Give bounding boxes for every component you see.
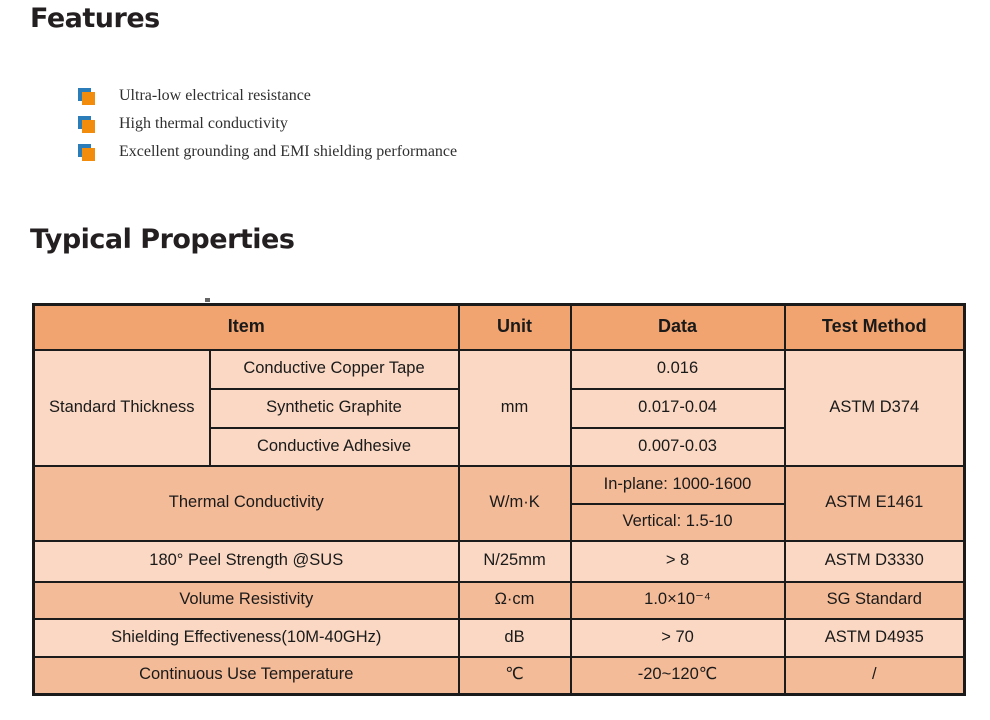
table-row xyxy=(34,619,965,657)
cell-test-method: ASTM D3330 xyxy=(785,541,965,582)
cell-unit: W/m·K xyxy=(459,466,571,541)
typical-properties-table xyxy=(32,303,966,696)
table-row xyxy=(34,350,965,389)
cell-item: Thermal Conductivity xyxy=(34,466,459,541)
typical-properties-heading: Typical Properties xyxy=(30,224,295,255)
cell-item: Continuous Use Temperature xyxy=(34,657,459,695)
feature-text: Excellent grounding and EMI shielding performance xyxy=(119,143,458,160)
cell-test-method: / xyxy=(785,657,965,695)
cell-item-sub: Conductive Copper Tape xyxy=(210,350,459,389)
bullet-front-square xyxy=(82,92,95,105)
cell-data: Vertical: 1.5-10 xyxy=(571,504,785,541)
column-header-item: Item xyxy=(34,305,459,350)
bullet-front-square xyxy=(82,148,95,161)
cell-data: > 70 xyxy=(571,619,785,657)
cell-item-sub: Synthetic Graphite xyxy=(210,389,459,428)
feature-text: High thermal conductivity xyxy=(119,115,288,132)
table-row xyxy=(34,466,965,504)
cell-item: Volume Resistivity xyxy=(34,582,459,619)
scan-artifact-mark xyxy=(205,298,210,302)
cell-unit: ℃ xyxy=(459,657,571,695)
cell-unit: mm xyxy=(459,350,571,466)
cell-test-method: ASTM D374 xyxy=(785,350,965,466)
cell-test-method: ASTM E1461 xyxy=(785,466,965,541)
cell-data: 0.007-0.03 xyxy=(571,428,785,466)
cell-data: 0.017-0.04 xyxy=(571,389,785,428)
layered-square-bullet-icon xyxy=(78,88,95,105)
table-row xyxy=(34,541,965,582)
cell-data: -20~120℃ xyxy=(571,657,785,695)
list-item xyxy=(78,138,457,166)
cell-item: Shielding Effectiveness(10M-40GHz) xyxy=(34,619,459,657)
cell-test-method: ASTM D4935 xyxy=(785,619,965,657)
column-header-test-method: Test Method xyxy=(785,305,965,350)
table-row xyxy=(34,657,965,695)
features-heading: Features xyxy=(30,3,160,34)
feature-text: Ultra-low electrical resistance xyxy=(119,87,311,104)
features-bullet-list xyxy=(78,82,457,166)
cell-data: 0.016 xyxy=(571,350,785,389)
cell-item-sub: Conductive Adhesive xyxy=(210,428,459,466)
cell-item: 180° Peel Strength @SUS xyxy=(34,541,459,582)
cell-data: 1.0×10⁻⁴ xyxy=(571,582,785,619)
table-header-row xyxy=(34,305,965,350)
list-item xyxy=(78,110,457,138)
cell-unit: dB xyxy=(459,619,571,657)
column-header-data: Data xyxy=(571,305,785,350)
layered-square-bullet-icon xyxy=(78,144,95,161)
bullet-front-square xyxy=(82,120,95,133)
cell-data: In-plane: 1000-1600 xyxy=(571,466,785,504)
table-row xyxy=(34,582,965,619)
cell-standard-thickness-group: Standard Thickness xyxy=(34,350,210,466)
layered-square-bullet-icon xyxy=(78,116,95,133)
cell-unit: N/25mm xyxy=(459,541,571,582)
cell-data: > 8 xyxy=(571,541,785,582)
column-header-unit: Unit xyxy=(459,305,571,350)
cell-test-method: SG Standard xyxy=(785,582,965,619)
cell-unit: Ω·cm xyxy=(459,582,571,619)
list-item xyxy=(78,82,457,110)
